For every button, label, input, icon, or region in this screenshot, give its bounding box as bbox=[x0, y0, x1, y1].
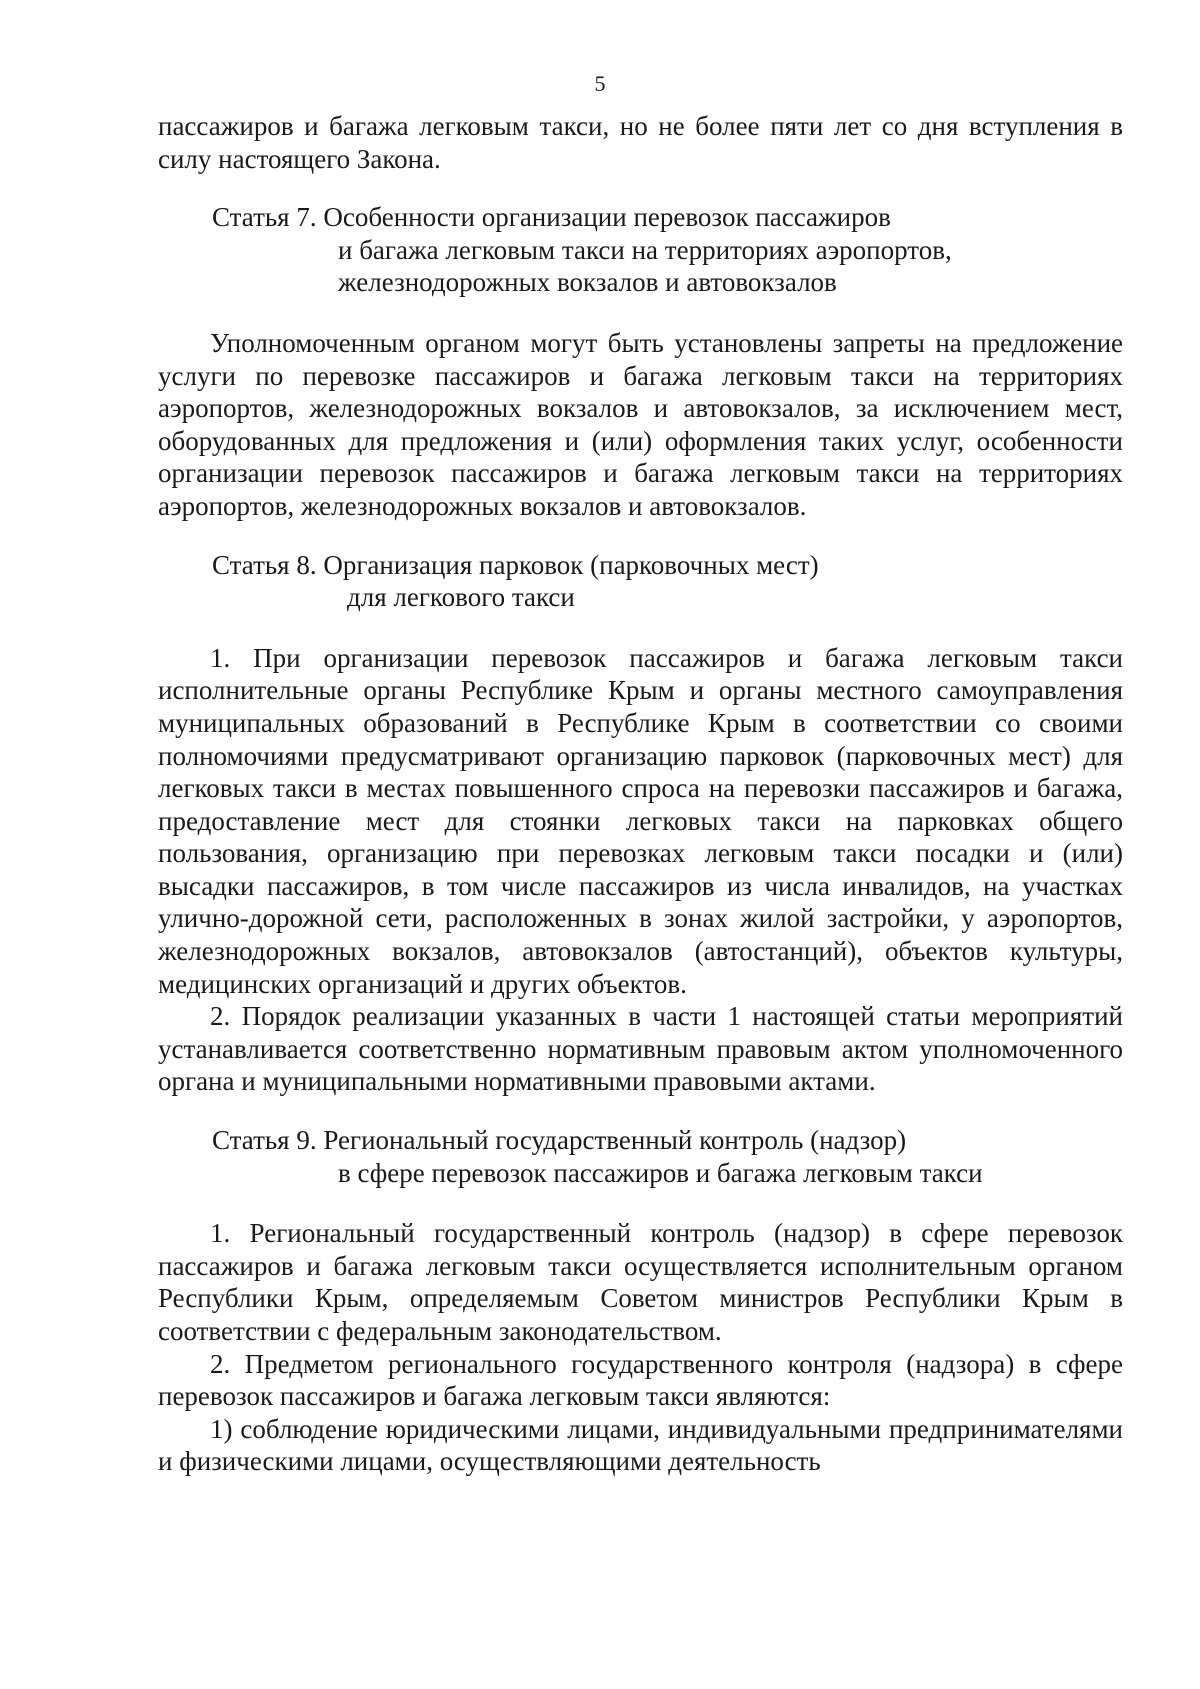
article-7-title-line-2: и багажа легковым такси на территориях аэропортов, bbox=[338, 234, 952, 265]
intro-paragraph: пассажиров и багажа легковым такси, но не более пяти лет со дня вступления в силу настоящего Закона. bbox=[158, 111, 1123, 174]
article-8-paragraph-2: 2. Порядок реализации указанных в части 1 настоящей статьи мероприятий устанавливается соответственно нормативным правовым актом уполномоченного органа и муниципальными нормативными правовыми актами. bbox=[158, 1001, 1123, 1097]
article-7-title-line-3: железнодорожных вокзалов и автовокзалов bbox=[338, 267, 837, 298]
article-9-paragraph-3: 1) соблюдение юридическими лицами, индивидуальными предпринимателями и физическими лицами, осуществляющими деятельность bbox=[158, 1413, 1123, 1477]
article-8-heading bbox=[212, 549, 1123, 614]
article-7-heading bbox=[212, 201, 1123, 299]
document-body bbox=[158, 110, 1123, 1478]
article-9-paragraph-2: 2. Предметом регионального государственного контроля (надзора) в сфере перевозок пассажиров и багажа легковым такси являются: bbox=[158, 1348, 1123, 1412]
page-number: 5 bbox=[594, 71, 606, 96]
article-8-paragraph-1: 1. При организации перевозок пассажиров и багажа легковым такси исполнительные органы Республике Крым и органы местного самоуправления муниципальных образований в Республике Крым в соответствии со своими полномочиями предусматривают организацию парковок (парковочных мест) для легковых такси в местах повышенного спроса на перевозки пассажиров и багажа, предоставление мест для стоянки легковых такси на парковках общего пользования, организацию при перевозках легковым такси посадки и (или) высадки пассажиров, в том числе пассажиров из числа инвалидов, на участках улично-дорожной сети, расположенных в зонах жилой застройки, у аэропортов, железнодорожных вокзалов, автовокзалов (автостанций), объектов культуры, медицинских организаций и других объектов. bbox=[158, 642, 1123, 999]
article-9-title-line-2: в сфере перевозок пассажиров и багажа легковым такси bbox=[338, 1157, 983, 1188]
article-8-title-line-1: Статья 8. Организация парковок (парковочных мест) bbox=[212, 549, 819, 580]
article-9-paragraph-1: 1. Региональный государственный контроль (надзор) в сфере перевозок пассажиров и багажа легковым такси осуществляется исполнительным органом Республики Крым, определяемым Советом министров Республики Крым в соответствии с федеральным законодательством. bbox=[158, 1218, 1123, 1346]
article-7-paragraph: Уполномоченным органом могут быть установлены запреты на предложение услуги по перевозке пассажиров и багажа легковым такси на территориях аэропортов, железнодорожных вокзалов и автовокзалов, за исключением мест, оборудованных для предложения и (или) оформления таких услуг, особенности организации перевозок пассажиров и багажа легковым такси на территориях аэропортов, железнодорожных вокзалов и автовокзалов. bbox=[158, 327, 1123, 521]
article-9-heading bbox=[212, 1124, 1123, 1189]
article-7-title-line-1: Статья 7. Особенности организации перевозок пассажиров bbox=[212, 202, 891, 233]
article-9-title-line-1: Статья 9. Региональный государственный контроль (надзор) bbox=[212, 1125, 907, 1156]
article-8-title-line-2: для легкового такси bbox=[347, 582, 575, 613]
